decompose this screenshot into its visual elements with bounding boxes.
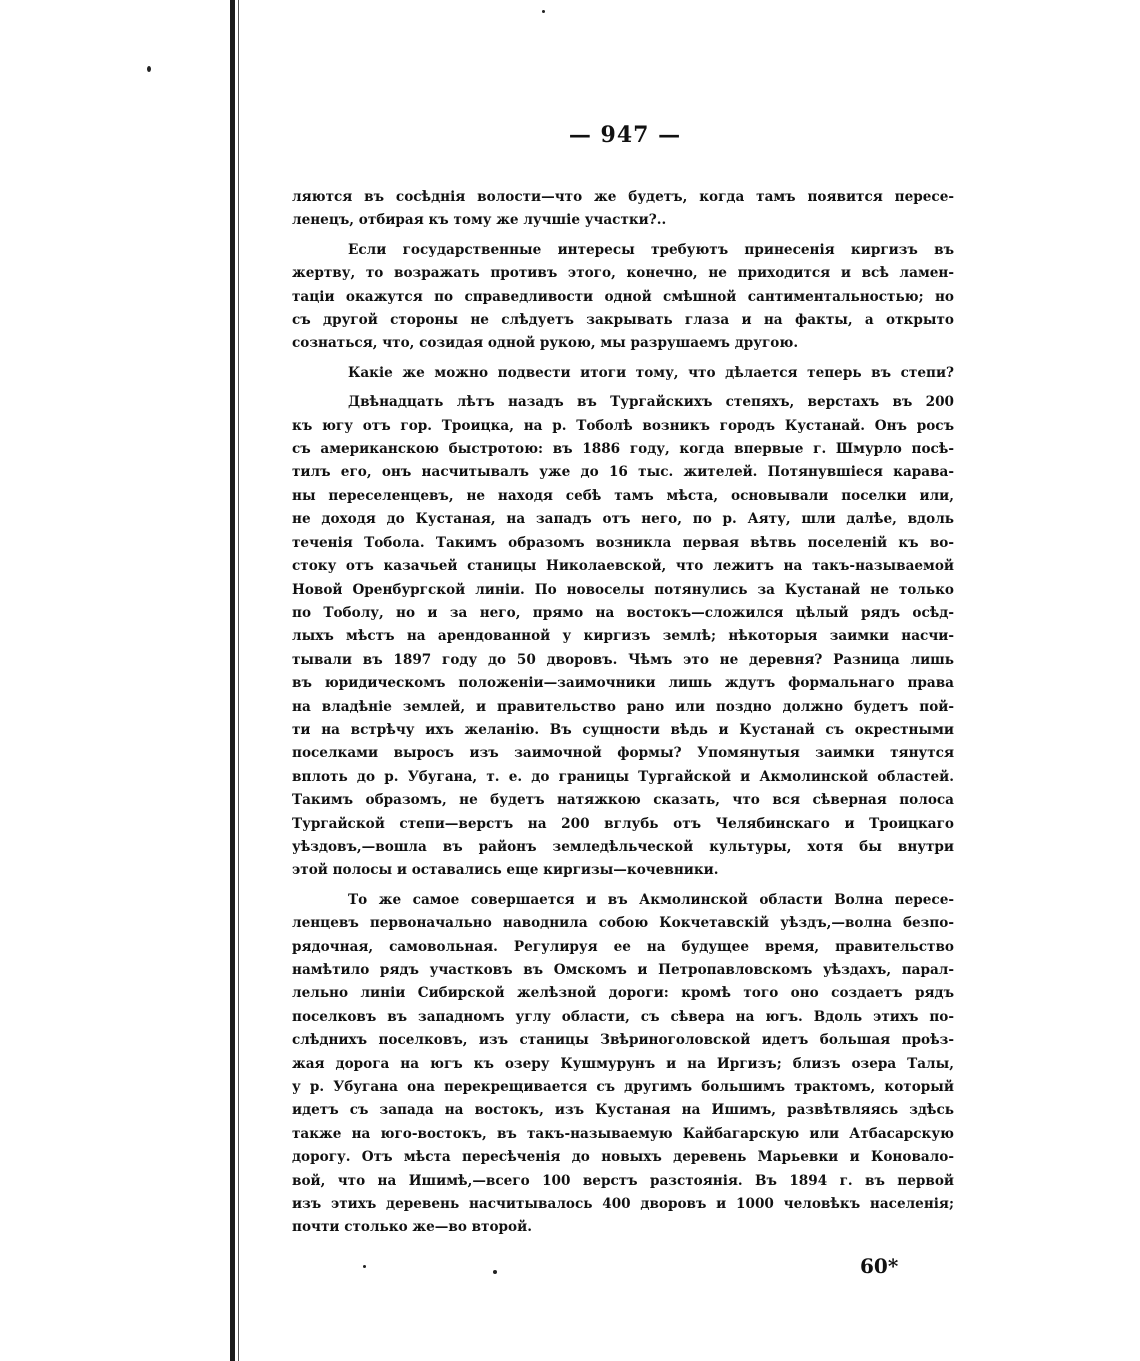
text-line: тилъ его, онъ насчитывалъ уже до 16 тыс. жителей. Потянувшіеся карава-: [292, 464, 954, 481]
text-line: таціи окажутся по справедливости одной смѣшной сантиментальностью; но: [292, 288, 954, 305]
text-line: въ юридическомъ положеніи—заимочники лишь ждутъ формальнаго права: [292, 675, 954, 692]
text-line: у р. Убугана она перекрещивается съ другимъ большимъ трактомъ, который: [292, 1079, 954, 1096]
scan-speck: [363, 1265, 366, 1268]
text-line: ленцевъ первоначально наводнила собою Кокчетавскій уѣздъ,—волна безпо-: [292, 915, 954, 932]
text-line: этой полосы и оставались еще киргизы—кочевники.: [292, 862, 719, 879]
text-line: поселками выросъ изъ заимочной формы? Упомянутыя заимки тянутся: [292, 745, 954, 762]
text-line: стоку отъ казачьей станицы Николаевской, что лежитъ на такъ-называемой: [292, 558, 954, 575]
printer-signature-mark: 60*: [860, 1254, 899, 1278]
text-line: Если государственные интересы требуютъ принесенія киргизъ въ: [348, 241, 954, 258]
text-line: рядочная, самовольная. Регулируя ее на будущее время, правительство: [292, 938, 954, 955]
body-text: [292, 186, 954, 1246]
text-line: лельно линіи Сибирской желѣзной дороги: кромѣ того оно создаетъ рядъ: [292, 985, 954, 1002]
text-line: уѣздовъ,—вошла въ районъ земледѣльческой культуры, хотя бы внутри: [292, 838, 954, 855]
text-line: съ американскою быстротою: въ 1886 году, когда впервые г. Шмурло посѣ-: [292, 441, 954, 458]
paragraph: [292, 391, 954, 883]
paragraph: [292, 239, 954, 356]
text-line: на владѣніе землей, и правительство рано или поздно должно будетъ пой-: [292, 698, 954, 715]
page-binding-edge: [230, 0, 235, 1361]
text-line: ляются въ сосѣднія волости—что же будетъ, когда тамъ появится пересе-: [292, 189, 954, 205]
text-line: теченія Тобола. Такимъ образомъ возникла первая вѣтвь поселеній къ во-: [292, 534, 954, 551]
paragraph: [292, 186, 954, 233]
text-line: вплоть до р. Убугана, т. е. до границы Тургайской и Акмолинской областей.: [292, 768, 954, 785]
text-line: То же самое совершается и въ Акмолинской области Волна пересе-: [348, 891, 954, 908]
text-line: ти на встрѣчу ихъ желанію. Въ сущности вѣдь и Кустанай съ окрестными: [292, 721, 954, 738]
text-line: намѣтило рядъ участковъ въ Омскомъ и Петропавловскомъ уѣздахъ, парал-: [292, 962, 954, 978]
paragraph: [292, 889, 954, 1240]
text-line: поселковъ въ западномъ углу области, съ сѣвера на югъ. Вдоль этихъ по-: [292, 1008, 954, 1025]
scan-speck: [493, 1270, 497, 1274]
text-line: изъ этихъ деревень насчитывалось 400 дворовъ и 1000 человѣкъ населенія;: [292, 1196, 954, 1213]
text-line: дорогу. Отъ мѣста пересѣченія до новыхъ деревень Марьевки и Коновало-: [292, 1149, 954, 1166]
text-line: къ югу отъ гор. Троицка, на р. Тоболѣ возникъ городъ Кустанай. Онъ росъ: [292, 417, 954, 434]
text-line: Новой Оренбургской линіи. По новоселы потянулись за Кустанай не только: [292, 581, 954, 598]
paragraph: [292, 362, 954, 385]
text-line: также на юго-востокъ, въ такъ-называемую Кайбагарскую или Атбасарскую: [292, 1125, 954, 1142]
text-line: Двѣнадцать лѣтъ назадъ въ Тургайскихъ степяхъ, верстахъ въ 200: [348, 394, 954, 411]
text-line: съ другой стороны не слѣдуетъ закрывать глаза и на факты, а открыто: [292, 312, 954, 329]
scan-speck: [147, 66, 151, 72]
page-number: — 947 —: [568, 122, 682, 148]
text-line: Какіе же можно подвести итоги тому, что дѣлается теперь въ степи?: [348, 364, 954, 381]
page-binding-shadow: [238, 0, 239, 1361]
text-line: вой, что на Ишимѣ,—всего 100 верстъ разстоянія. Въ 1894 г. въ первой: [292, 1172, 954, 1189]
text-line: жая дорога на югъ къ озеру Кушмурунъ и на Иргизъ; близъ озера Талы,: [292, 1055, 954, 1072]
text-line: сознаться, что, созидая одной рукою, мы разрушаемъ другою.: [292, 335, 799, 352]
text-line: лыхъ мѣстъ на арендованной у киргизъ землѣ; нѣкоторыя заимки насчи-: [292, 628, 954, 645]
text-line: Тургайской степи—верстъ на 200 вглубь отъ Челябинскаго и Троицкаго: [292, 815, 954, 832]
text-line: не доходя до Кустаная, на западъ отъ него, по р. Аяту, шли далѣе, вдоль: [292, 511, 954, 528]
text-line: по Тоболу, но и за него, прямо на востокъ—сложился цѣлый рядъ осѣд-: [292, 604, 954, 621]
text-line: тывали въ 1897 году до 50 дворовъ. Чѣмъ это не деревня? Разница лишь: [292, 651, 954, 668]
text-line: ны переселенцевъ, не находя себѣ тамъ мѣста, основывали поселки или,: [292, 487, 954, 504]
text-line: Такимъ образомъ, не будетъ натяжкою сказать, что вся сѣверная полоса: [292, 792, 954, 809]
text-line: жертву, то возражать противъ этого, конечно, не приходится и всѣ ламен-: [292, 265, 954, 282]
text-line: почти столько же—во второй.: [292, 1219, 532, 1236]
text-line: идетъ съ запада на востокъ, изъ Кустаная на Ишимъ, развѣтвляясь здѣсь: [292, 1102, 954, 1119]
text-line: слѣднихъ поселковъ, изъ станицы Звѣриноголовской идетъ большая проѣз-: [292, 1032, 954, 1049]
scan-speck: [542, 10, 545, 13]
text-line: ленецъ, отбирая къ тому же лучшіе участки?..: [292, 212, 667, 229]
